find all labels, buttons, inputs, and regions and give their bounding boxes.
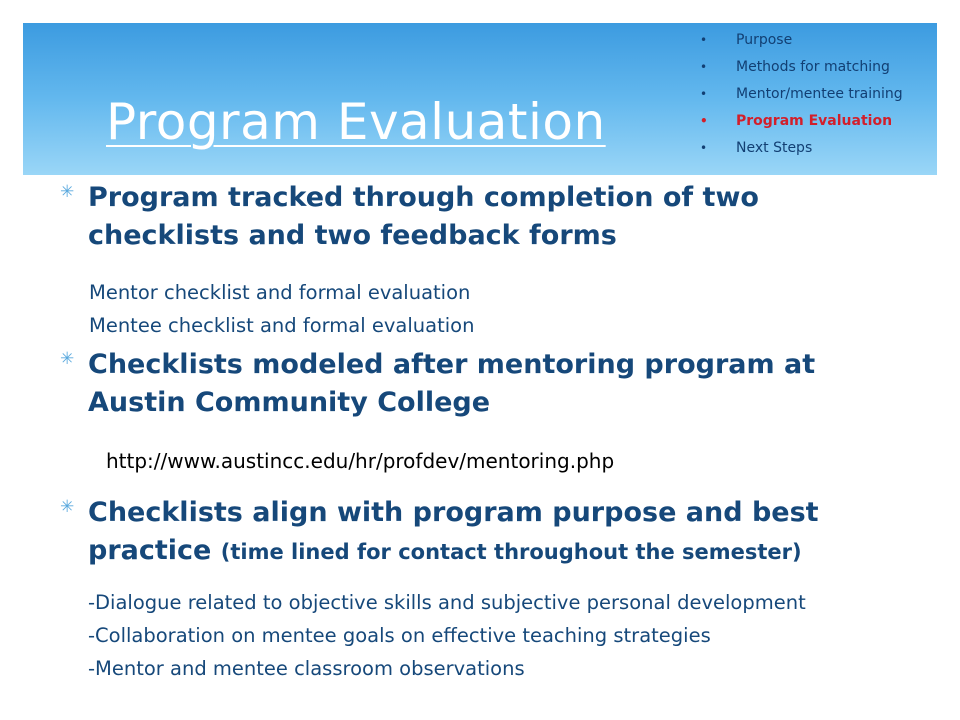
slide-title: Program Evaluation <box>106 93 606 151</box>
asterisk-bullet-icon: ✳ <box>60 497 75 517</box>
nav-bullet-icon: • <box>700 141 708 155</box>
nav-item-label: Purpose <box>736 32 793 48</box>
nav-item-label: Next Steps <box>736 140 813 156</box>
nav-item-methods[interactable] <box>700 56 903 83</box>
section-nav <box>700 29 903 164</box>
bullet-text: Program tracked through completion of two checklists and two feedback forms <box>88 182 759 251</box>
asterisk-bullet-icon: ✳ <box>60 349 75 369</box>
nav-bullet-icon: • <box>700 87 708 101</box>
bullet-main-text: Checklists align with program purpose and best practice <box>88 497 819 566</box>
bullet-tracking <box>60 179 820 255</box>
asterisk-bullet-icon: ✳ <box>60 182 75 202</box>
bullet-align <box>60 494 940 571</box>
sub-item-dialogue: -Dialogue related to objective skills and subjective personal development <box>88 591 806 614</box>
nav-item-label: Mentor/mentee training <box>736 86 903 102</box>
sub-item-collaboration: -Collaboration on mentee goals on effective teaching strategies <box>88 624 711 647</box>
nav-bullet-icon: • <box>700 60 708 74</box>
bullet-parenthetical: (time lined for contact throughout the semester) <box>220 540 802 564</box>
nav-bullet-icon: • <box>700 114 708 128</box>
nav-item-training[interactable] <box>700 83 903 110</box>
nav-bullet-icon: • <box>700 33 708 47</box>
nav-item-purpose[interactable] <box>700 29 903 56</box>
sub-item-mentor-checklist: Mentor checklist and formal evaluation <box>89 281 471 304</box>
bullet-text: Checklists modeled after mentoring program at Austin Community College <box>88 349 816 418</box>
bullet-text <box>88 494 940 571</box>
sub-item-mentee-checklist: Mentee checklist and formal evaluation <box>89 314 475 337</box>
nav-item-label: Program Evaluation <box>736 113 893 129</box>
nav-item-label: Methods for matching <box>736 59 890 75</box>
nav-item-program-evaluation[interactable] <box>700 110 903 137</box>
bullet-modeled <box>60 346 880 422</box>
sub-item-observations: -Mentor and mentee classroom observations <box>88 657 525 680</box>
mentoring-program-link[interactable]: http://www.austincc.edu/hr/profdev/mentoring.php <box>106 449 615 473</box>
nav-item-next-steps[interactable] <box>700 137 903 164</box>
